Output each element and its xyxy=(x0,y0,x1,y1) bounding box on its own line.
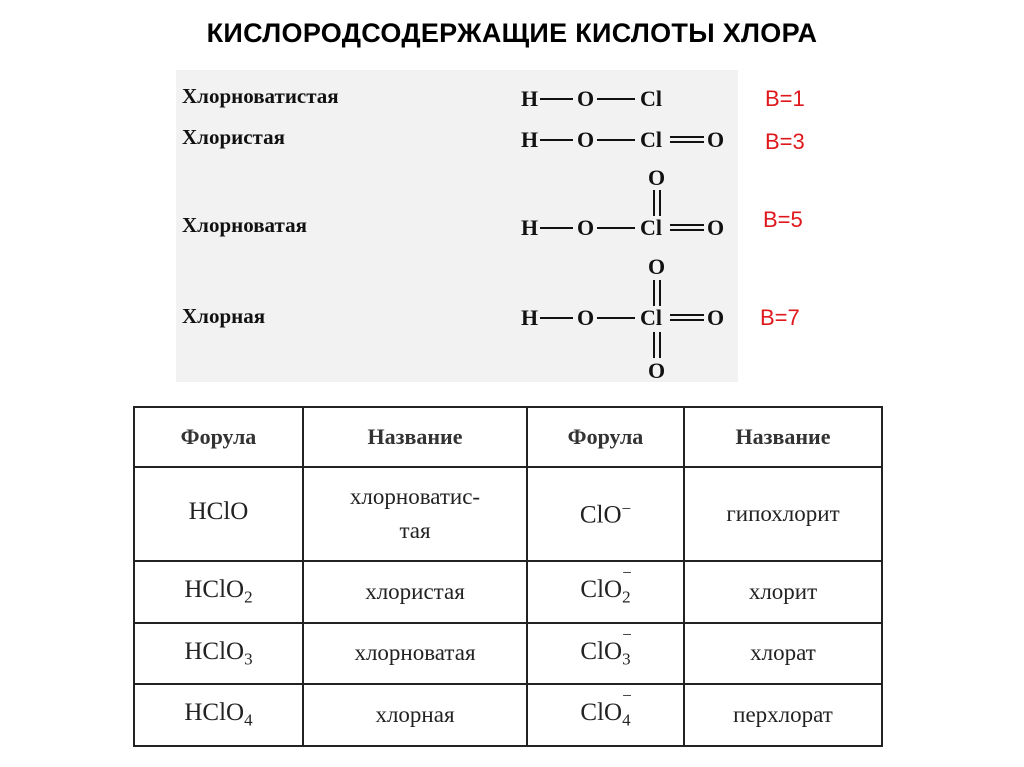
valence-label: В=7 xyxy=(760,305,800,330)
column-header: Название xyxy=(303,407,527,467)
table-row xyxy=(134,684,882,746)
formula-hclo3 xyxy=(521,165,724,240)
table-header-row xyxy=(134,407,882,467)
atom-o: O xyxy=(648,358,666,382)
column-header: Форула xyxy=(527,407,684,467)
formula-hclo2 xyxy=(521,127,724,152)
structural-formulas xyxy=(176,70,738,382)
atom-o: O xyxy=(707,127,725,152)
salt-name: хлорат xyxy=(684,623,882,685)
atom-h: H xyxy=(521,127,539,152)
acid-formula: HClO xyxy=(134,467,303,561)
formula-hclo4 xyxy=(521,254,724,382)
atom-o: O xyxy=(577,305,595,330)
acid-formula: HClO$_4$ xyxy=(134,684,303,746)
anion-formula: ClO − $_2$ xyxy=(527,561,684,623)
table-row xyxy=(134,561,882,623)
acid-name: Хлорноватая xyxy=(182,213,307,237)
atom-h: H xyxy=(521,215,539,240)
acid-name-cell: хлорноватис- тая xyxy=(303,467,527,561)
acid-name-cell: хлористая xyxy=(303,561,527,623)
page-title: КИСЛОРОДСОДЕРЖАЩИЕ КИСЛОТЫ ХЛОРА xyxy=(206,18,818,48)
structural-formulas-panel xyxy=(176,70,738,382)
salt-name: гипохлорит xyxy=(684,467,882,561)
column-header: Форула xyxy=(134,407,303,467)
atom-o: O xyxy=(577,86,595,111)
table-row xyxy=(134,467,882,561)
atom-h: H xyxy=(521,305,539,330)
atom-o: O xyxy=(648,254,666,279)
atom-o: O xyxy=(648,165,666,190)
atom-o: O xyxy=(577,215,595,240)
acid-name: Хлорноватистая xyxy=(182,84,339,108)
atom-o: O xyxy=(707,305,725,330)
atom-o: O xyxy=(577,127,595,152)
valence-label: В=3 xyxy=(765,129,805,154)
valence-label: В=5 xyxy=(763,207,803,232)
valence-label: В=1 xyxy=(765,86,805,111)
acid-formula: HClO$_2$ xyxy=(134,561,303,623)
atom-o: O xyxy=(707,215,725,240)
atom-cl: Cl xyxy=(640,305,662,330)
atom-cl: Cl xyxy=(640,215,662,240)
acid-name-cell: хлорная xyxy=(303,684,527,746)
salt-name: хлорит xyxy=(684,561,882,623)
formula-hclo xyxy=(521,86,662,111)
anion-formula: ClO − $_3$ xyxy=(527,623,684,685)
atom-h: H xyxy=(521,86,539,111)
acid-formula: HClO$_3$ xyxy=(134,623,303,685)
acid-name: Хлористая xyxy=(182,125,285,149)
anion-formula: ClO− xyxy=(527,467,684,561)
atom-cl: Cl xyxy=(640,127,662,152)
acid-name-cell: хлорноватая xyxy=(303,623,527,685)
atom-cl: Cl xyxy=(640,86,662,111)
acid-name: Хлорная xyxy=(182,304,266,328)
table-row xyxy=(134,623,882,685)
anion-formula: ClO − $_4$ xyxy=(527,684,684,746)
acids-salts-table xyxy=(133,406,883,747)
column-header: Название xyxy=(684,407,882,467)
salt-name: перхлорат xyxy=(684,684,882,746)
